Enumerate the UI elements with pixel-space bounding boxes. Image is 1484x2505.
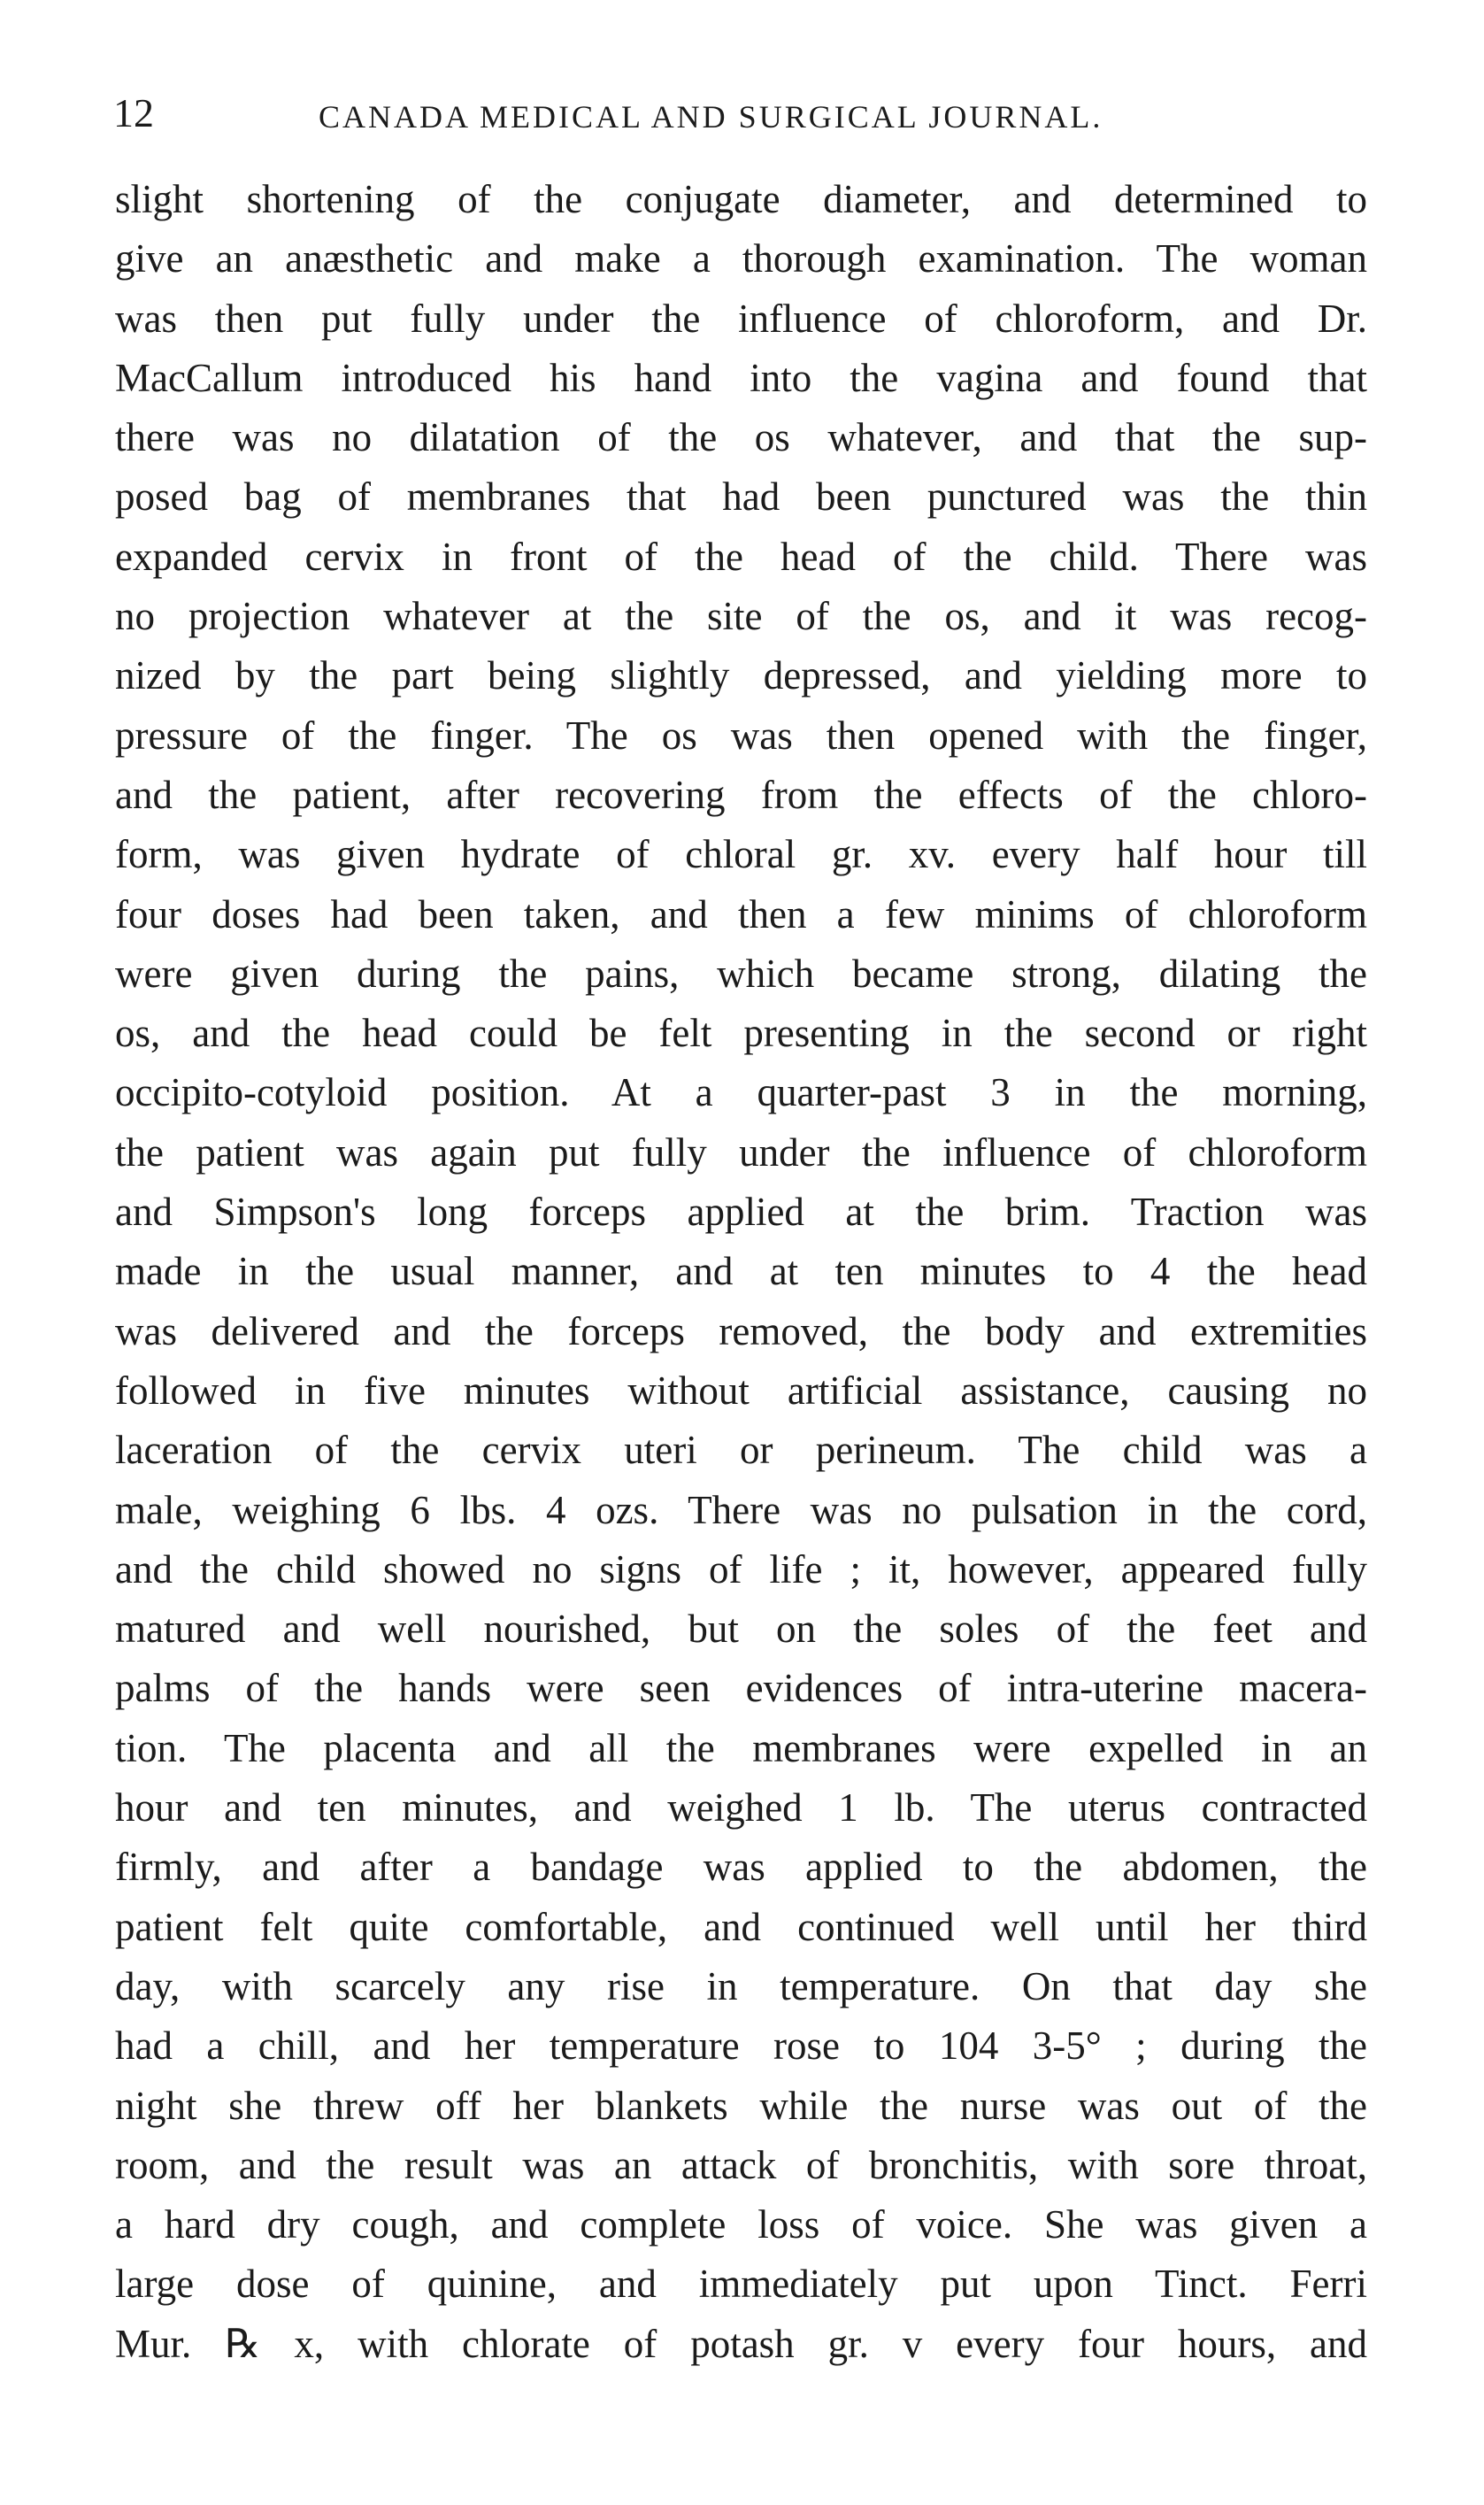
- text-line: pressure of the finger. The os was then opened with the finger,: [115, 713, 1367, 758]
- text-line: large dose of quinine, and immediately put upon Tinct. Ferri: [115, 2262, 1367, 2307]
- text-line: there was no dilatation of the os whatever, and that the sup-: [115, 415, 1367, 460]
- text-line: and the child showed no signs of life ; it, however, appeared fully: [115, 1546, 1367, 1592]
- text-line: expanded cervix in front of the head of the child. There was: [115, 534, 1367, 579]
- text-line: the patient was again put fully under the influence of chloroform: [115, 1129, 1367, 1175]
- text-line: patient felt quite comfortable, and continued well until her third: [115, 1904, 1367, 1949]
- text-line: was then put fully under the influence of chloroform, and Dr.: [115, 296, 1367, 341]
- running-head: [113, 87, 1370, 140]
- text-line: had a chill, and her temperature rose to 104 3-5° ; during the: [115, 2023, 1367, 2069]
- article-body: [115, 170, 1367, 2374]
- text-line: day, with scarcely any rise in temperature. On that day she: [115, 1963, 1367, 2008]
- text-line: no projection whatever at the site of the os, and it was recog-: [115, 594, 1367, 639]
- text-line: form, was given hydrate of chloral gr. xv. every half hour till: [115, 832, 1367, 877]
- text-line: was delivered and the forceps removed, the body and extremities: [115, 1308, 1367, 1353]
- page-number: 12: [113, 90, 154, 135]
- text-line: made in the usual manner, and at ten minutes to 4 the head: [115, 1249, 1367, 1294]
- text-line: nized by the part being slightly depressed, and yielding more to: [115, 653, 1367, 698]
- text-line: occipito-cotyloid position. At a quarter-past 3 in the morning,: [115, 1070, 1367, 1115]
- text-line: room, and the result was an attack of bronchitis, with sore throat,: [115, 2142, 1367, 2187]
- text-line: tion. The placenta and all the membranes were expelled in an: [115, 1725, 1367, 1770]
- text-line: followed in five minutes without artificial assistance, causing no: [115, 1368, 1367, 1413]
- text-line: give an anæsthetic and make a thorough examination. The woman: [115, 236, 1367, 281]
- text-line: night she threw off her blankets while the nurse was out of the: [115, 2083, 1367, 2128]
- text-line: matured and well nourished, but on the soles of the feet and: [115, 1607, 1367, 1652]
- text-line: posed bag of membranes that had been punctured was the thin: [115, 474, 1367, 520]
- text-line: male, weighing 6 lbs. 4 ozs. There was no pulsation in the cord,: [115, 1487, 1367, 1532]
- text-line: laceration of the cervix uteri or perineum. The child was a: [115, 1428, 1367, 1473]
- text-line: slight shortening of the conjugate diameter, and determined to: [115, 177, 1367, 221]
- journal-title: CANADA MEDICAL AND SURGICAL JOURNAL.: [319, 99, 1103, 135]
- text-line: firmly, and after a bandage was applied to the abdomen, the: [115, 1845, 1367, 1890]
- text-line: Mur. ℞ x, with chlorate of potash gr. v every four hours, and: [115, 2321, 1367, 2366]
- text-line: hour and ten minutes, and weighed 1 lb. The uterus contracted: [115, 1785, 1367, 1831]
- text-line: os, and the head could be felt presenting in the second or right: [115, 1011, 1367, 1056]
- text-line: and the patient, after recovering from the effects of the chloro-: [115, 772, 1367, 817]
- text-line: a hard dry cough, and complete loss of voice. She was given a: [115, 2202, 1367, 2247]
- text-line: palms of the hands were seen evidences of intra-uterine macera-: [115, 1666, 1367, 1711]
- text-line: and Simpson's long forceps applied at the brim. Traction was: [115, 1190, 1367, 1235]
- text-line: were given during the pains, which became strong, dilating the: [115, 951, 1367, 996]
- text-line: four doses had been taken, and then a few minims of chloroform: [115, 891, 1367, 936]
- text-line: MacCallum introduced his hand into the vagina and found that: [115, 355, 1367, 400]
